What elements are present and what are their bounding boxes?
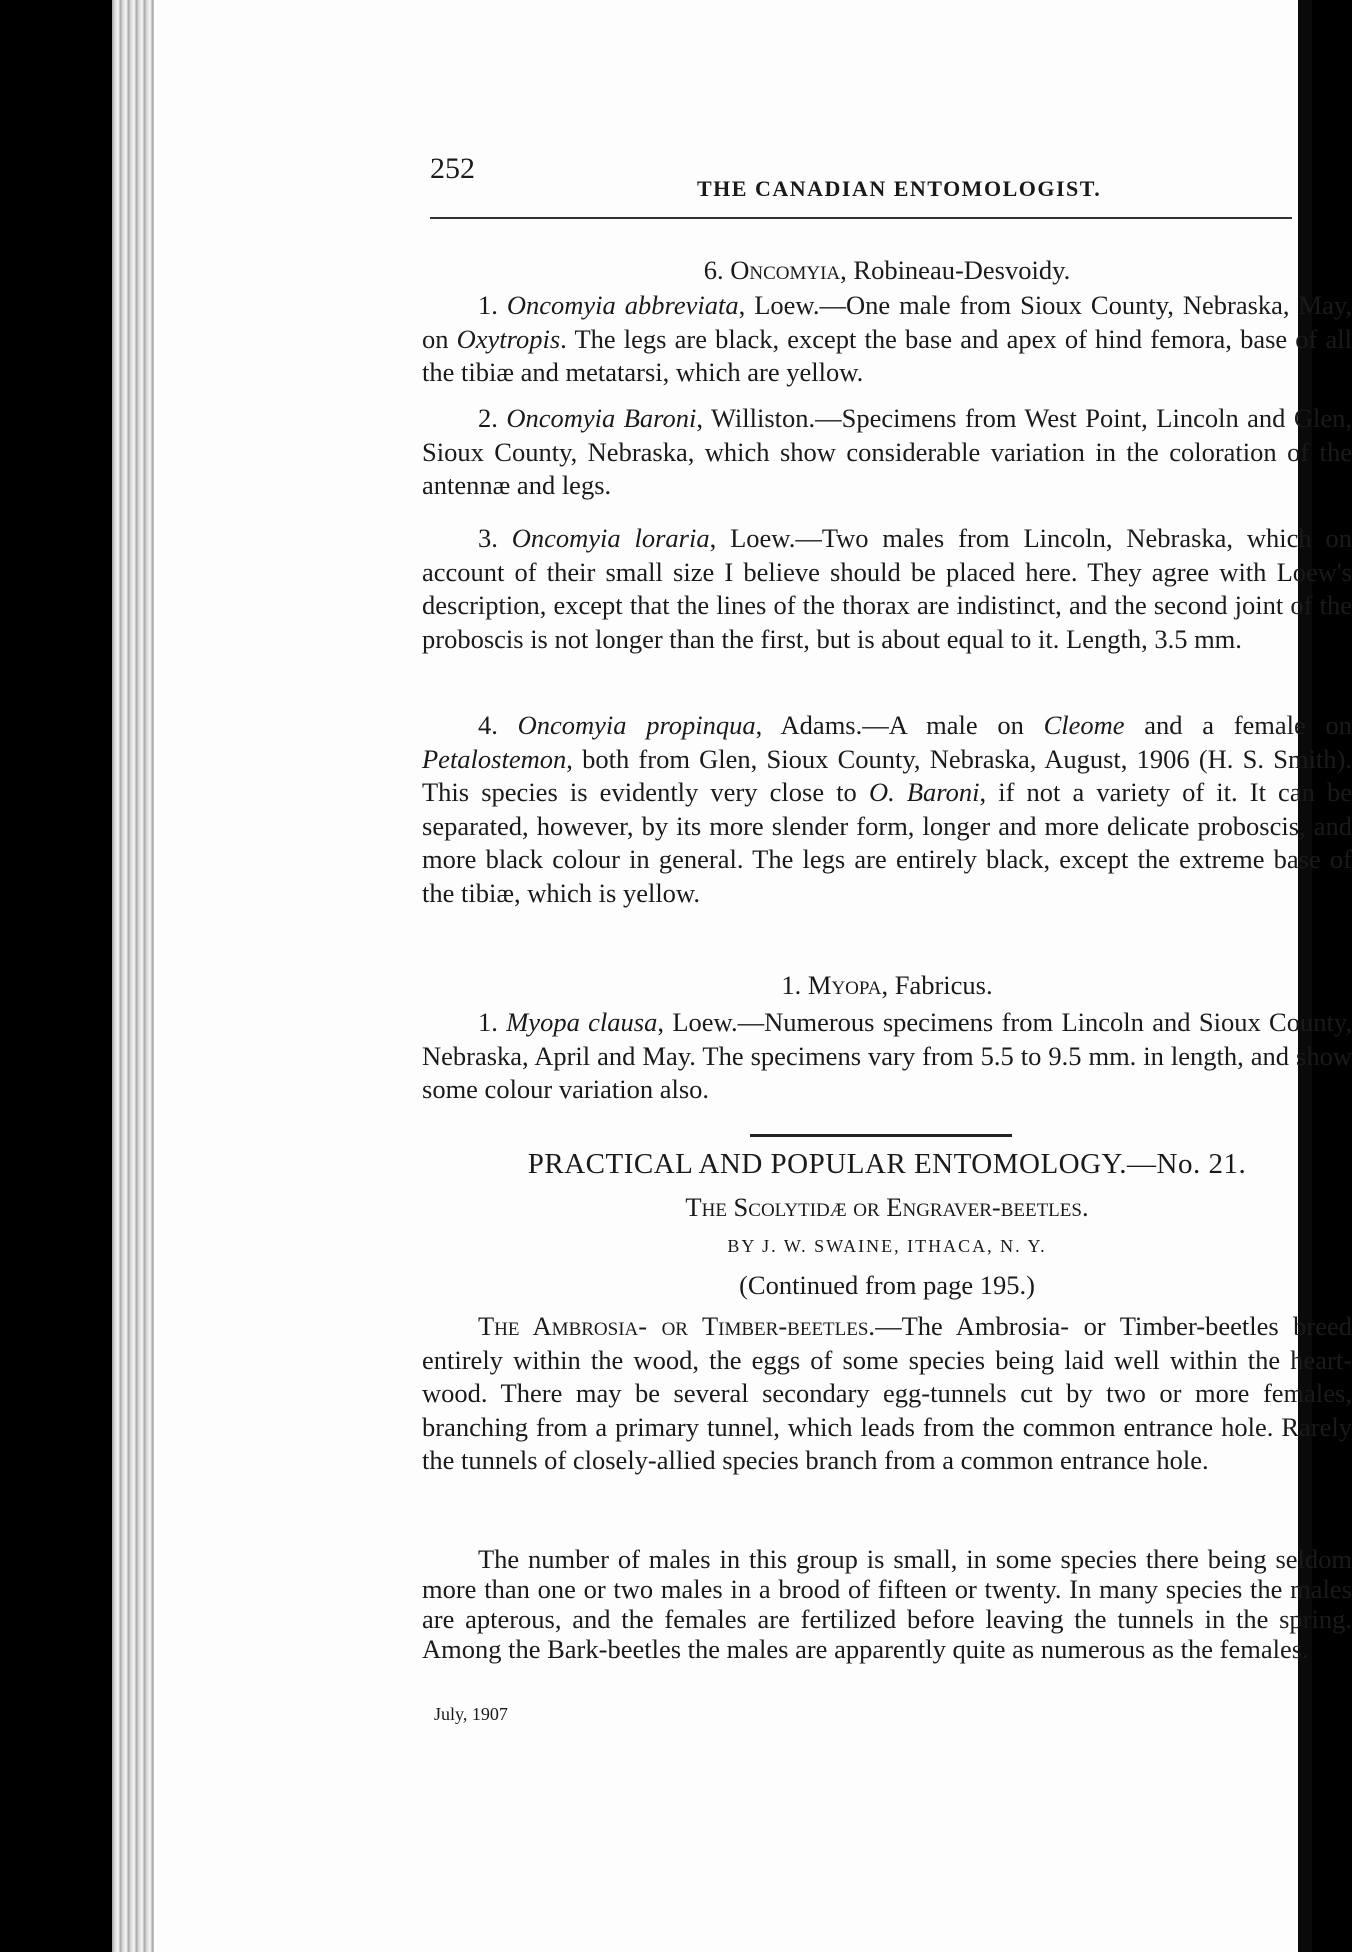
section-heading-myopa [422,970,1352,1001]
host-plant: Oxytropis [456,323,561,354]
heading-author: , Fabricus. [881,970,993,1000]
species-entry [422,289,1352,390]
species-name: Myopa clausa [506,1007,658,1037]
host-plant: Cleome [1043,710,1125,740]
species-text: , Loew.—One male from Sioux County, Nebraska, May, on [422,290,1352,354]
issue-date: July, 1907 [434,1704,508,1724]
species-number: 1. [478,290,498,320]
paragraph-text: The number of males in this group is small, in some species there being seldom more than one or two males in a brood of fifteen or twenty. In many species the males are apterous, and the females are fertilized before leaving the tunnels in the spring. Among the Bark-beetles the males are apparently quite as numerous as the females. [422,1544,1352,1664]
species-entry [422,402,1352,503]
species-text: . The legs are black, except the base and apex of hind femora, base of all the tibiæ and metatarsi, which are yellow. [422,323,1352,387]
heading-number: 6. [703,255,724,285]
page-number: 252 [430,152,475,185]
heading-genus: Myopa [807,970,882,1000]
section-heading-oncomyia [422,255,1352,286]
species-entry [422,522,1352,656]
species-name: Oncomyia abbreviata [506,290,739,320]
heading-number: 1. [781,970,802,1000]
species-text: , both from Glen, Sioux County, Nebraska, August, 1906 (H. S. Smith). This species is evidently very close to [422,743,1352,807]
host-plant: Petalostemon [422,743,567,774]
paragraph-lead: The Ambrosia- or Timber-beetles. [478,1311,876,1341]
running-head: THE CANADIAN ENTOMOLOGIST. [697,176,1102,201]
species-name: Oncomyia Baroni [506,403,697,433]
species-reference: O. Baroni [868,777,980,807]
species-text: , Loew.—Numerous specimens from Lincoln and Sioux County, Nebraska, April and May. The specimens vary from 5.5 to 9.5 mm. in length, and show some colour variation also. [422,1007,1352,1104]
document-page [112,0,1352,1952]
species-entry [422,1006,1352,1107]
species-text: , Williston.—Specimens from West Point, Lincoln and Glen, Sioux County, Nebraska, which show considerable variation in the coloration of the antennæ and legs. [422,403,1352,500]
species-number: 2. [478,403,498,433]
article-paragraph [422,1544,1352,1664]
species-name: Oncomyia propinqua [517,710,756,740]
heading-genus: Oncomyia [730,255,841,285]
article-byline: BY J. W. SWAINE, ITHACA, N. Y. [727,1236,1047,1256]
species-entry [422,709,1352,910]
article-title: PRACTICAL AND POPULAR ENTOMOLOGY.—No. 21. [527,1148,1247,1180]
header-rule [430,217,1292,219]
article-paragraph [422,1310,1352,1478]
species-text: and a female on [1124,710,1352,740]
heading-author: , Robineau-Desvoidy. [840,255,1071,285]
species-text: , Adams.—A male on [755,710,1044,740]
article-subtitle: The Scolytidæ or Engraver-beetles. [685,1192,1089,1222]
section-divider [750,1134,1012,1137]
species-number: 1. [478,1007,498,1037]
continued-note: (Continued from page 195.) [739,1270,1035,1300]
paragraph-text: —The Ambrosia- or Timber-beetles breed entirely within the wood, the eggs of some species being laid well within the heart-wood. There may be several secondary egg-tunnels cut by two or more females, branching from a primary tunnel, which leads from the common entrance hole. Rarely the tunnels of closely-allied species branch from a common entrance hole. [422,1311,1352,1475]
species-name: Oncomyia loraria [511,523,710,553]
binding-gutter [112,0,154,1952]
species-number: 4. [478,710,498,740]
species-number: 3. [478,523,498,553]
species-text: , Loew.—Two males from Lincoln, Nebraska, which on account of their small size I believe should be placed here. They agree with Loew's description, except that the lines of the thorax are indistinct, and the second joint of the proboscis is not longer than the first, but is about equal to it. Length, 3.5 mm. [422,523,1352,654]
species-text: , if not a variety of it. It can be separated, however, by its more slender form, longer and more delicate proboscis, and more black colour in general. The legs are entirely black, except the extreme base of the tibiæ, which is yellow. [422,777,1352,908]
